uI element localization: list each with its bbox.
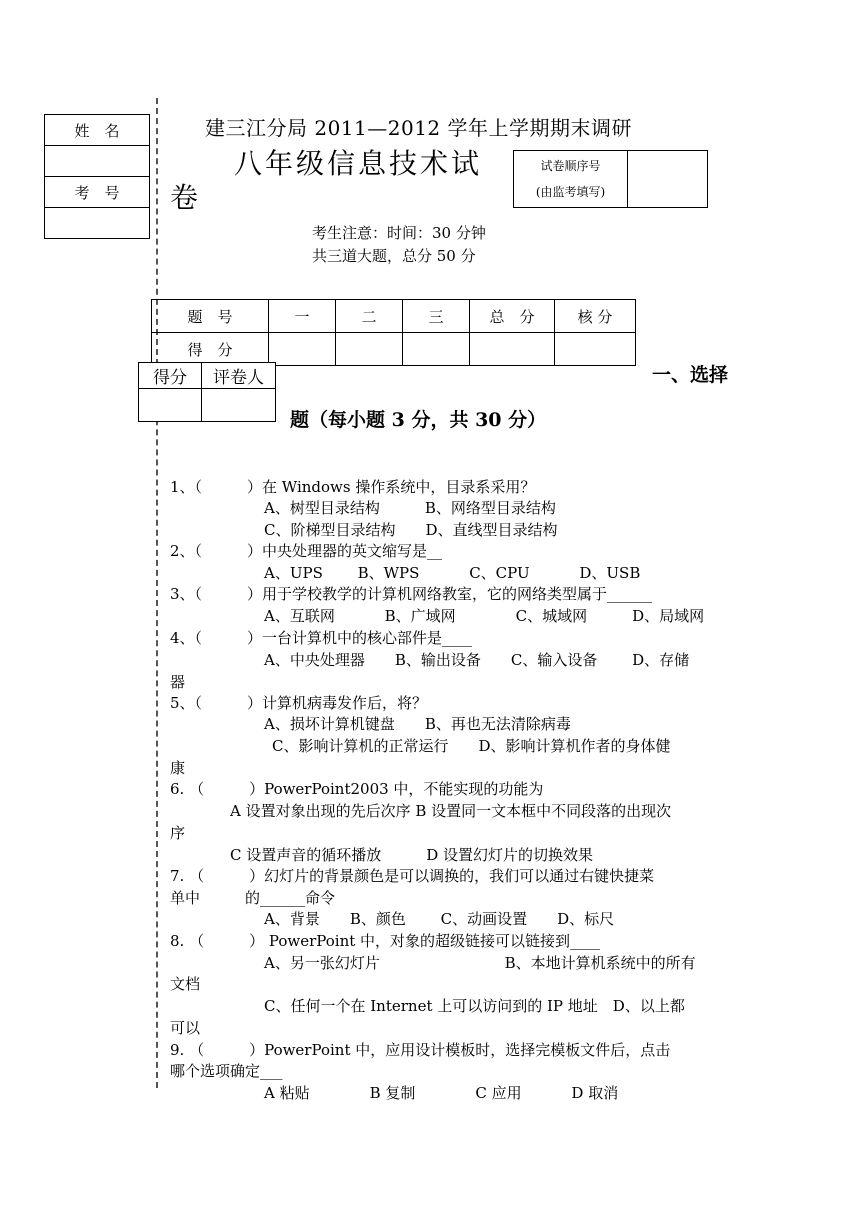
- score-header-3: 三: [403, 300, 470, 333]
- q8-options-ab: A、另一张幻灯片 B、本地计算机系统中的所有: [264, 954, 696, 972]
- score-header-total: 总 分: [470, 300, 555, 333]
- score-table: [151, 299, 636, 366]
- exam-id-label: 考 号: [45, 177, 150, 208]
- score-header-question: 题 号: [152, 300, 269, 333]
- question-1: 1、（ ）在 Windows 操作系统中，目录系采用？: [170, 478, 536, 496]
- exam-title-line1: 建三江分局 2011—2012 学年上学期期末调研: [205, 116, 633, 140]
- q8-options-ab-wrap: 文档: [170, 975, 201, 993]
- binding-dashed-line: [156, 98, 158, 1088]
- q9-options: A 粘贴 B 复制 C 应用 D 取消: [264, 1084, 619, 1102]
- sequence-label: 试卷顺序号: [540, 159, 601, 173]
- question-3: 3、（ ）用于学校教学的计算机网络教室，它的网络类型属于______: [170, 585, 653, 603]
- grader-name-label: 评卷人: [202, 363, 276, 389]
- grader-box: [138, 362, 276, 422]
- question-6: 6. （ ）PowerPoint2003 中，不能实现的功能为: [170, 780, 544, 798]
- name-label: 姓 名: [45, 115, 150, 146]
- section1-title-part2: 题（每小题 3 分，共 30 分）: [290, 409, 547, 431]
- question-7-wrap: 单中 的______命令: [170, 889, 336, 907]
- notice-total: 共三道大题，总分 50 分: [312, 247, 476, 265]
- q6-options-cd: C 设置声音的循环播放 D 设置幻灯片的切换效果: [230, 846, 594, 864]
- section1-title-part1: 一、选择: [652, 364, 729, 386]
- question-4: 4、（ ）一台计算机中的核心部件是____: [170, 629, 473, 647]
- question-7: 7. （ ）幻灯片的背景颜色是可以调换的，我们可以通过右键快捷菜: [170, 867, 655, 885]
- grader-score-field[interactable]: [139, 389, 202, 422]
- q8-options-cd-wrap: 可以: [170, 1019, 201, 1037]
- q5-options-cd: C、影响计算机的正常运行 D、影响计算机作者的身体健: [272, 737, 671, 755]
- score-cell-3[interactable]: [403, 333, 470, 366]
- score-header-1: 一: [269, 300, 336, 333]
- score-cell-total[interactable]: [470, 333, 555, 366]
- q1-options-ab: A、树型目录结构 B、网络型目录结构: [264, 499, 556, 517]
- score-cell-check[interactable]: [555, 333, 636, 366]
- q1-options-cd: C、阶梯型目录结构 D、直线型目录结构: [264, 521, 558, 539]
- q8-options-cd: C、任何一个在 Internet 上可以访问到的 IP 地址 D、以上都: [264, 997, 685, 1015]
- exam-title-line2: 八年级信息技术试: [234, 147, 483, 180]
- score-header-2: 二: [336, 300, 403, 333]
- score-header-check: 核 分: [555, 300, 636, 333]
- q4-options-wrap: 器: [170, 673, 186, 691]
- question-8: 8. （ ） PowerPoint 中，对象的超级链接可以链接到____: [170, 932, 601, 950]
- student-info-box: [44, 114, 150, 239]
- q6-options-wrap: 序: [170, 824, 186, 842]
- q5-options-ab: A、损坏计算机键盘 B、再也无法清除病毒: [264, 715, 571, 733]
- name-field[interactable]: [45, 146, 150, 177]
- question-9-wrap: 哪个选项确定___: [170, 1062, 283, 1080]
- grader-score-label: 得分: [139, 363, 202, 389]
- question-9: 9. （ ）PowerPoint 中，应用设计模板时，选择完模板文件后，点击: [170, 1041, 671, 1059]
- paper-sequence-box: [513, 150, 708, 208]
- sequence-sublabel: (由监考填写): [535, 185, 606, 199]
- q2-options: A、UPS B、WPS C、CPU D、USB: [264, 564, 641, 582]
- score-row-label: 得 分: [152, 333, 269, 366]
- q3-options: A、互联网 B、广域网 C、城域网 D、局域网: [264, 607, 705, 625]
- q6-options-ab: A 设置对象出现的先后次序 B 设置同一文本框中不同段落的出现次: [230, 802, 672, 820]
- sequence-field[interactable]: [628, 151, 708, 208]
- notice-time: 考生注意：时间：30 分钟: [312, 224, 486, 242]
- exam-id-field[interactable]: [45, 208, 150, 239]
- q4-options: A、中央处理器 B、输出设备 C、输入设备 D、存储: [264, 651, 690, 669]
- question-5: 5、（ ）计算机病毒发作后，将？: [170, 694, 428, 712]
- question-2: 2、（ ）中央处理器的英文缩写是__: [170, 542, 443, 560]
- score-cell-1[interactable]: [269, 333, 336, 366]
- q7-options: A、背景 B、颜色 C、动画设置 D、标尺: [264, 910, 615, 928]
- score-cell-2[interactable]: [336, 333, 403, 366]
- exam-title-line3: 卷: [170, 181, 199, 214]
- q5-options-wrap: 康: [170, 759, 186, 777]
- grader-name-field[interactable]: [202, 389, 276, 422]
